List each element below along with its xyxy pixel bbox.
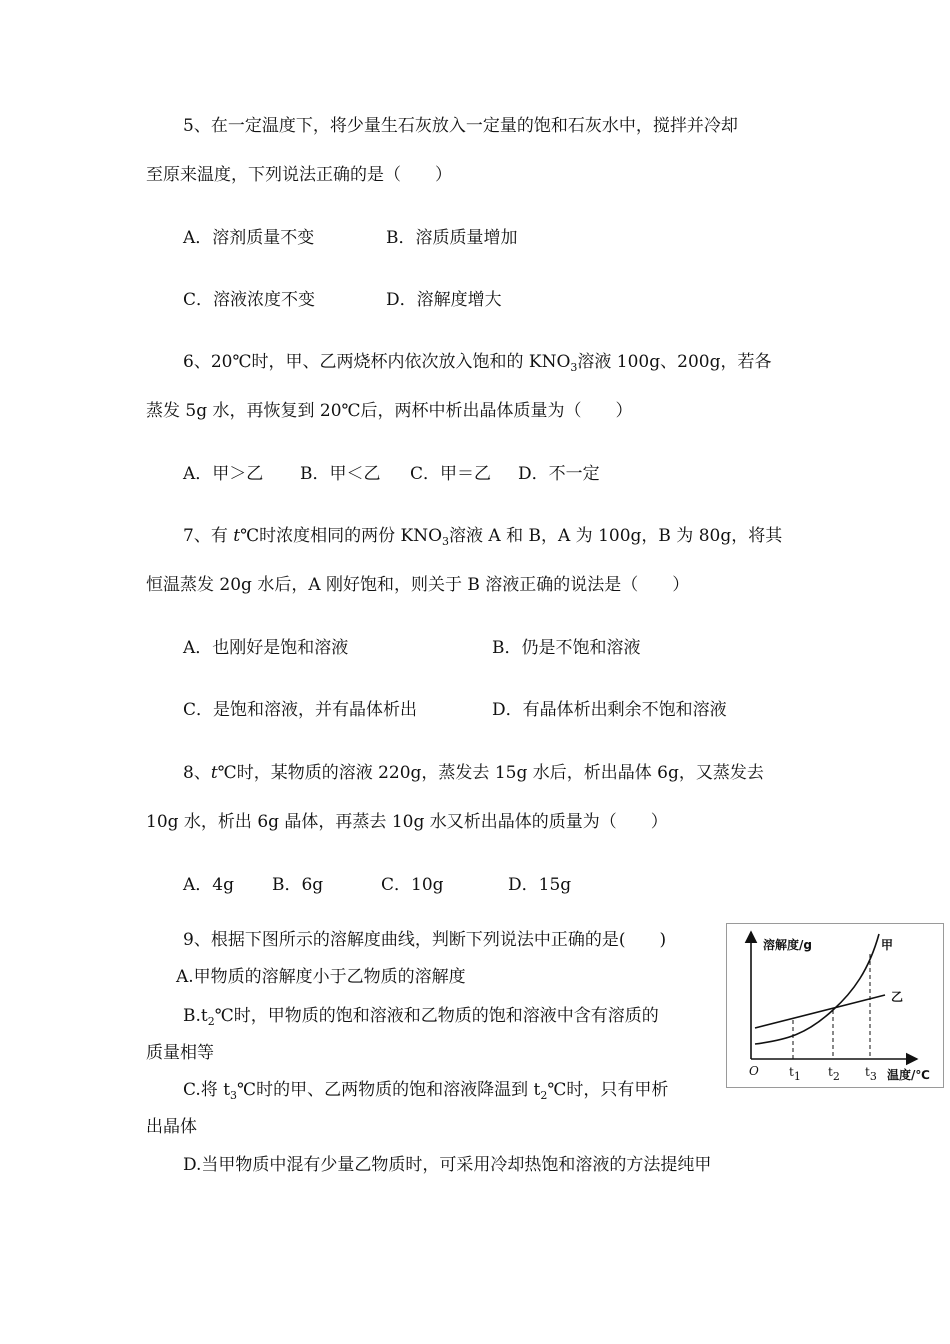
q6-option-d: D．不一定 — [518, 464, 600, 484]
tick-t3-letter: t — [865, 1065, 870, 1079]
q6-subscript: 3 — [570, 361, 578, 374]
q5-stem-line1: 5、在一定温度下，将少量生石灰放入一定量的饱和石灰水中，搅拌并冷却 — [183, 116, 738, 136]
series-yi-label: 乙 — [891, 990, 904, 1004]
q7-stem-text-a: 7、有 — [183, 526, 234, 546]
q8-option-b: B．6g — [272, 875, 324, 895]
q9-option-b-text-b: ℃时，甲物质的饱和溶液和乙物质的饱和溶液中含有溶质的 — [214, 1006, 659, 1026]
q9-option-b-text-a: B.t — [183, 1006, 208, 1026]
q9-option-c-subscript-1: 3 — [230, 1089, 238, 1102]
x-axis-label: 温度/℃ — [887, 1068, 930, 1082]
q9-option-b-subscript: 2 — [207, 1015, 215, 1028]
q5-stem-line2: 至原来温度，下列说法正确的是（ ） — [146, 165, 452, 185]
q7-option-b: B．仍是不饱和溶液 — [492, 638, 641, 658]
q9-stem: 9、根据下图所示的溶解度曲线，判断下列说法中正确的是( ) — [183, 930, 667, 950]
q8-stem-text-b: ℃时，某物质的溶液 220g，蒸发去 15g 水后，析出晶体 6g，又蒸发去 — [217, 763, 764, 783]
q6-stem-line1 — [183, 351, 771, 373]
series-jia-label: 甲 — [881, 938, 894, 952]
origin-label: O — [749, 1064, 759, 1078]
q9-option-c-subscript-2: 2 — [540, 1089, 548, 1102]
q8-stem-text-a: 8、 — [183, 763, 211, 783]
q8-stem-line2: 10g 水，析出 6g 晶体，再蒸去 10g 水又析出晶体的质量为（ ） — [146, 812, 668, 832]
q6-stem-line2: 蒸发 5g 水，再恢复到 20℃后，两杯中析出晶体质量为（ ） — [146, 401, 633, 421]
q5-option-b: B．溶质质量增加 — [386, 228, 518, 248]
q6-option-a: A．甲＞乙 — [183, 464, 264, 484]
q5-option-d: D．溶解度增大 — [386, 290, 502, 310]
q9-option-a: A.甲物质的溶解度小于乙物质的溶解度 — [176, 967, 466, 987]
tick-label-t1 — [789, 1065, 801, 1083]
tick-t2-sub: 2 — [832, 1070, 840, 1083]
tick-t2-letter: t — [828, 1065, 833, 1079]
q8-option-c: C．10g — [381, 875, 444, 895]
q9-option-c-line2: 出晶体 — [146, 1117, 197, 1137]
tick-t1-letter: t — [789, 1065, 794, 1079]
q5-option-c: C．溶液浓度不变 — [183, 290, 316, 310]
q7-option-c: C．是饱和溶液，并有晶体析出 — [183, 700, 418, 720]
series-yi-curve — [755, 995, 885, 1028]
q9-option-b-line1 — [183, 1005, 659, 1027]
y-axis-label: 溶解度/g — [763, 938, 812, 952]
tick-label-t3 — [865, 1065, 877, 1083]
q8-option-a: A．4g — [183, 875, 234, 895]
q6-option-c: C．甲＝乙 — [410, 464, 492, 484]
q9-option-c-text-b: ℃时的甲、乙两物质的饱和溶液降温到 t — [237, 1080, 541, 1100]
tick-t1-sub: 1 — [793, 1070, 801, 1083]
q9-option-b-line2: 质量相等 — [146, 1043, 214, 1063]
q8-option-d: D．15g — [508, 875, 572, 895]
solubility-curve-figure — [726, 923, 944, 1088]
q9-option-c-text-a: C.将 t — [183, 1080, 231, 1100]
tick-label-t2 — [828, 1065, 840, 1083]
q7-stem-line2: 恒温蒸发 20g 水后，A 刚好饱和，则关于 B 溶液正确的说法是（ ） — [146, 575, 690, 595]
q6-option-b: B．甲＜乙 — [300, 464, 381, 484]
q5-option-a: A．溶剂质量不变 — [183, 228, 315, 248]
q7-stem-line1 — [183, 525, 782, 547]
q7-option-d: D．有晶体析出剩余不饱和溶液 — [492, 700, 727, 720]
q8-stem-line1 — [183, 762, 764, 784]
q6-stem-text-b: 溶液 100g、200g，若各 — [577, 352, 772, 372]
q8-italic-t: t — [210, 763, 218, 783]
tick-t3-sub: 3 — [869, 1070, 877, 1083]
q7-option-a: A．也刚好是饱和溶液 — [183, 638, 349, 658]
q7-stem-text-b: ℃时浓度相同的两份 KNO — [240, 526, 443, 546]
solubility-curve-plot — [727, 924, 943, 1087]
q6-stem-text-a: 6、20℃时，甲、乙两烧杯内依次放入饱和的 KNO — [183, 352, 571, 372]
q7-stem-text-c: 溶液 A 和 B，A 为 100g，B 为 80g，将其 — [449, 526, 783, 546]
q9-option-c-text-c: ℃时，只有甲析 — [547, 1080, 669, 1100]
q9-option-d: D.当甲物质中混有少量乙物质时，可采用冷却热饱和溶液的方法提纯甲 — [183, 1155, 712, 1175]
q7-subscript: 3 — [442, 535, 450, 548]
q9-option-c-line1 — [183, 1079, 668, 1101]
q7-italic-t: t — [233, 526, 241, 546]
